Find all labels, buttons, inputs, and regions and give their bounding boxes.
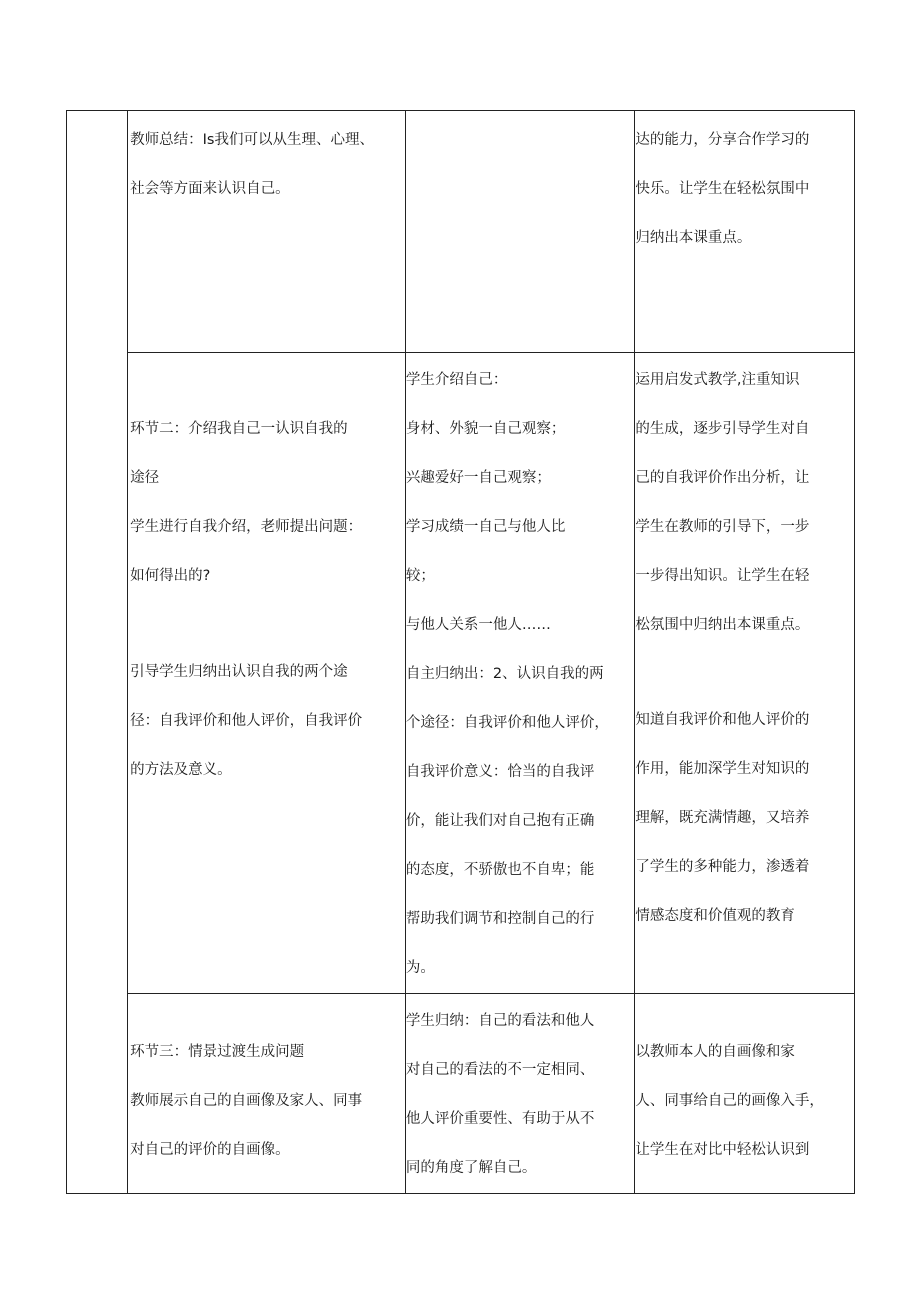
text-line: 作用，能加深学生对知识的 bbox=[635, 761, 810, 777]
text-line: 学习成绩一自己与他人比 bbox=[405, 519, 566, 535]
text-line: 的方法及意义。 bbox=[130, 762, 232, 778]
text-line: 学生归纳：自己的看法和他人 bbox=[405, 1013, 595, 1029]
text-line: 价，能让我们对自己抱有正确 bbox=[405, 813, 595, 829]
table-cell-stage bbox=[67, 111, 128, 1194]
text-line: 帮助我们调节和控制自己的行 bbox=[405, 911, 595, 927]
text-line: 途径 bbox=[130, 470, 160, 486]
text-line: 理解，既充满情趣，又培养 bbox=[635, 810, 810, 826]
text-line: 个途径：自我评价和他人评价， bbox=[405, 715, 609, 731]
text-line: 学生介绍自己： bbox=[405, 372, 508, 388]
text-line: 一步得出知识。让学生在轻 bbox=[635, 568, 810, 584]
table-row bbox=[67, 353, 855, 994]
lesson-plan-table bbox=[66, 110, 855, 1194]
text-line: 较； bbox=[405, 568, 435, 584]
text-line: 如何得出的? bbox=[130, 568, 211, 584]
text-line: 运用启发式教学,注重知识 bbox=[635, 372, 800, 388]
text-line: 以教师本人的自画像和家 bbox=[635, 1044, 795, 1060]
text-line: 自我评价意义：恰当的自我评 bbox=[405, 764, 595, 780]
text-line: 快乐。让学生在轻松氛围中 bbox=[635, 181, 810, 197]
text-line: 知道自我评价和他人评价的 bbox=[635, 712, 810, 728]
table-cell-process bbox=[128, 994, 406, 1194]
table-cell-student bbox=[405, 353, 635, 994]
text-line: 兴趣爱好一自己观察； bbox=[405, 470, 551, 486]
text-line: 自主归纳出：2、认识自我的两 bbox=[405, 666, 604, 682]
table-row bbox=[67, 111, 855, 353]
text-line: 环节二：介绍我自己一认识自我的 bbox=[130, 421, 348, 437]
text-line: 的态度，不骄傲也不自卑；能 bbox=[405, 862, 595, 878]
text-line: 达的能力，分享合作学习的 bbox=[635, 132, 810, 148]
table-cell-student bbox=[405, 111, 635, 353]
text-line: 的生成，逐步引导学生对自 bbox=[635, 421, 810, 437]
text-line: 人、同事给自己的画像入手， bbox=[635, 1093, 824, 1109]
table-cell-process bbox=[128, 111, 406, 353]
text-line: 学生在教师的引导下，一步 bbox=[635, 519, 810, 535]
text-line: 学生进行自我介绍，老师提出问题： bbox=[130, 519, 363, 535]
spacer bbox=[130, 601, 405, 648]
table-cell-intent bbox=[635, 111, 855, 353]
text-line: 社会等方面来认识自己。 bbox=[130, 181, 290, 197]
text-line: 让学生在对比中轻松认识到 bbox=[635, 1142, 810, 1158]
text-line: 己的自我评价作出分析，让 bbox=[635, 470, 810, 486]
text-line: 为。 bbox=[405, 960, 435, 976]
text-line: 身材、外貌一自己观察； bbox=[405, 421, 566, 437]
text-line: 他人评价重要性、有助于从不 bbox=[405, 1111, 595, 1127]
text-line: 情感态度和价值观的教育 bbox=[635, 908, 795, 924]
text-line: 引导学生归纳出认识自我的两个途 bbox=[130, 664, 348, 680]
text-line: 松氛围中归纳出本课重点。 bbox=[635, 617, 810, 633]
text-line: 教师总结：Is我们可以从生理、心理、 bbox=[130, 132, 374, 148]
text-line: 对自己的看法的不一定相同、 bbox=[405, 1062, 595, 1078]
text-line: 与他人关系一他人…… bbox=[405, 617, 551, 633]
table-cell-intent bbox=[635, 353, 855, 994]
text-line: 径：自我评价和他人评价，自我评价 bbox=[130, 713, 363, 729]
text-line: 归纳出本课重点。 bbox=[635, 230, 752, 246]
table-cell-process bbox=[128, 353, 406, 994]
table-row bbox=[67, 994, 855, 1194]
text-line: 了学生的多种能力，渗透着 bbox=[635, 859, 810, 875]
table-cell-student bbox=[405, 994, 635, 1194]
text-line: 对自己的评价的自画像。 bbox=[130, 1142, 290, 1158]
text-line: 环节三：情景过渡生成问题 bbox=[130, 1044, 305, 1060]
text-line: 教师展示自己的自画像及家人、同事 bbox=[130, 1093, 363, 1109]
text-line: 同的角度了解自己。 bbox=[405, 1160, 537, 1176]
table-cell-intent bbox=[635, 994, 855, 1194]
spacer bbox=[635, 650, 854, 696]
